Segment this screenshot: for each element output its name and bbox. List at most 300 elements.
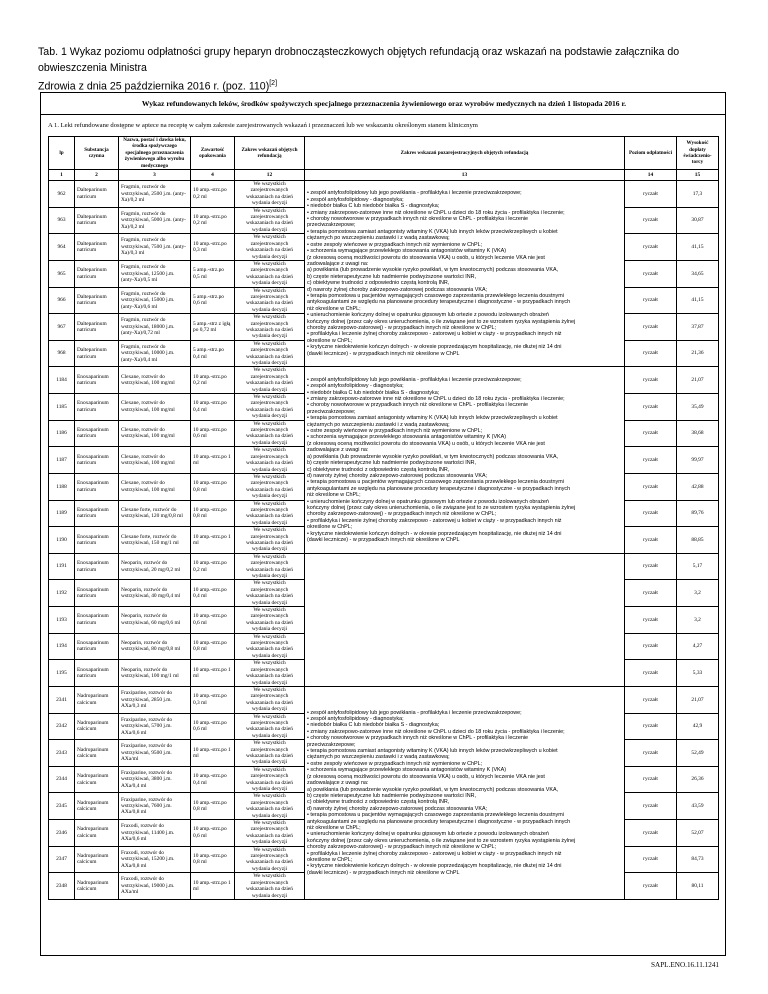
indication-line: • terapia pomostowa zamiast antagonisty witaminy K (VKA) lub innych leków przeciwkrzepliwych u kobiet [307,228,558,235]
indication-line: ciężarnych po wszczepieniu zastawki i z wadą zastawkową; [307,421,450,428]
row-substance: Enoxaparinum natricum [75,527,119,554]
row-reimbursed-scope: We wszystkich zarejestrowanych wskazaniach na dzień wydania decyzji [235,686,305,713]
indication-line: • krytyczne niedokrwienie kończyn dolnych - w okresie poprzedzającym hospitalizację, nie dłużej niż 14 dni [307,530,562,537]
table-row [49,686,719,713]
row-reimbursed-scope: We wszystkich zarejestrowanych wskazaniach na dzień wydania decyzji [235,260,305,287]
header-nazwa: Nazwa, postać i dawka leku, środka spożywczego specjalnego przeznaczenia żywieniowego albo wyrobu medycznego [119,137,191,170]
header-poziom: Poziom odpłatności [625,137,677,170]
row-substance: Enoxaparinum natricum [75,553,119,580]
row-package: 10 amp.-strz.po 0,6 ml [191,820,235,847]
indication-line: • terapia pomostowa u pacjentów wymagających czasowego zaprzestania przewlekłego leczenia doustnymi [307,812,564,819]
indication-line: • unieruchomienie kończyny dolnej w opatrunku gipsowym lub ortezie z powodu izolowanych obrażeń [307,312,549,319]
row-drug-name: Fraxodi, roztwór do wstrzykiwań, 19000 j.m. AXa/ml [119,873,191,900]
indication-line: zadowalające z uwagi na: [307,260,369,267]
row-package: 10 amp.-strz.po 0,8 ml [191,473,235,500]
row-copayment: 41,15 [677,234,719,261]
row-package: 10 amp.-strz.po 0,8 ml [191,846,235,873]
row-reimbursed-scope: We wszystkich zarejestrowanych wskazaniach na dzień wydania decyzji [235,207,305,234]
row-drug-name: Neoparin, roztwór do wstrzykiwań, 40 mg/0,4 ml [119,580,191,607]
row-lp: 2348 [49,873,75,900]
row-package: 5 amp.-strz z igłą po 0,72 ml [191,314,235,341]
row-reimbursed-scope: We wszystkich zarejestrowanych wskazaniach na dzień wydania decyzji [235,287,305,314]
indication-line: zadowalające z uwagi na: [307,780,369,787]
row-payment-level: ryczałt [625,553,677,580]
indication-line: • unieruchomienie kończyny dolnej w opatrunku gipsowym lub ortezie z powodu izolowanych obrażeń [307,498,549,505]
indication-line: • ostre zespoły wieńcowe w przypadkach innych niż wymienione w ChPL; [307,428,483,435]
row-drug-name: Fraxiparine, roztwór do wstrzykiwań, 7600 j.m. AXa/0,8 ml [119,793,191,820]
row-substance: Enoxaparinum natricum [75,660,119,687]
header-lp: lp [49,137,75,170]
indication-line: d) nawroty żylnej choroby zakrzepowo-zatorowej podczas stosowania VKA; [307,286,488,293]
row-reimbursed-scope: We wszystkich zarejestrowanych wskazaniach na dzień wydania decyzji [235,873,305,900]
indication-line: • profilaktyka i leczenie żylnej choroby zakrzepowo - zatorowej u kobiet w ciąży - w przypadkach innych niż [307,517,562,524]
row-lp: 1191 [49,553,75,580]
row-copayment: 34,65 [677,260,719,287]
row-reimbursed-scope: We wszystkich zarejestrowanych wskazaniach na dzień wydania decyzji [235,793,305,820]
indication-line: • profilaktyka i leczenie żylnej choroby zakrzepowo - zatorowej u kobiet w ciąży - w przypadkach innych niż [307,850,562,857]
row-substance: Enoxaparinum natricum [75,580,119,607]
row-reimbursed-scope: We wszystkich zarejestrowanych wskazaniach na dzień wydania decyzji [235,846,305,873]
row-copayment: 88,85 [677,527,719,554]
caption-line-1: Tab. 1 Wykaz poziomu odpłatności grupy heparyn drobnocząsteczkowych objętych refundacją oraz wskazań na podstawie załącznika do obwieszczenia Ministra [38,46,680,74]
indication-line: • zespół antyfosfolipidowy lub jego powikłania - profilaktyka i leczenie przeciwzakrzepowe; [307,376,522,383]
indication-line: • zespół antyfosfolipidowy - diagnostyka; [307,383,404,390]
row-lp: 1192 [49,580,75,607]
row-drug-name: Clexane, roztwór do wstrzykiwań, 100 mg/ml [119,447,191,474]
row-substance: Dalteparinum natricum [75,314,119,341]
row-lp: 1185 [49,394,75,421]
row-reimbursed-scope: We wszystkich zarejestrowanych wskazaniach na dzień wydania decyzji [235,660,305,687]
indication-line: • unieruchomienie kończyny dolnej w opatrunku gipsowym lub ortezie z powodu izolowanych obrażeń [307,831,549,838]
row-lp: 1194 [49,633,75,660]
row-payment-level: ryczałt [625,340,677,367]
indication-line: (dawki lecznicze) - w przypadkach innych niż określone w ChPL [307,536,460,543]
row-drug-name: Fraxiparine, roztwór do wstrzykiwań, 5700 j.m. AXa/0,6 ml [119,713,191,740]
indication-line: (dawki lecznicze) - w przypadkach innych niż określone w ChPL [307,350,460,357]
row-drug-name: Clexane, roztwór do wstrzykiwań, 100 mg/ml [119,394,191,421]
row-copayment: 21,36 [677,340,719,367]
table-row [49,553,719,580]
row-copayment: 89,76 [677,500,719,527]
header-doplata: Wysokość dopłaty świadczenio-torcy [677,137,719,170]
row-copayment: 5,17 [677,553,719,580]
indication-line: (z okresową oceną możliwości powrotu do stosowania VKA) u osób, u których leczenie VKA nie jest [307,773,545,780]
indication-line: • choroby nowotworowe w przypadkach innych niż określone w ChPL - profilaktyka i leczenie [307,216,529,223]
row-substance: Dalteparinum natricum [75,207,119,234]
row-package: 10 amp.-strz.po 1 ml [191,447,235,474]
row-package: 10 amp.-strz.po 0,6 ml [191,607,235,634]
row-package: 10 amp.-strz.po 0,3 ml [191,686,235,713]
indication-line: a) powikłania (lub prowadzenie wysokie ryzyko powikłań, w tym krwotocznych) podczas stosowania VKA, [307,786,559,793]
figure-caption [38,44,738,95]
row-copayment: 30,87 [677,207,719,234]
row-reimbursed-scope: We wszystkich zarejestrowanych wskazaniach na dzień wydania decyzji [235,181,305,208]
row-reimbursed-scope: We wszystkich zarejestrowanych wskazaniach na dzień wydania decyzji [235,340,305,367]
row-copayment: 21,07 [677,686,719,713]
row-payment-level: ryczałt [625,820,677,847]
col-number: 12 [235,170,305,181]
indication-line: niż określone w ChPL; [307,824,361,831]
document-title: Wykaz refundowanych leków, środków spożywczych specjalnego przeznaczenia żywieniowego oraz wyrobów medycznych na dzień 1 listopada 2016 r. [141,99,627,108]
row-lp: 1188 [49,473,75,500]
indication-line: kończyny dolnej (przez cały okres unieruchomienia, o ile związane jest to ze wzrostem ryzyka wystąpienia żylnej [307,318,576,325]
row-copayment: 41,15 [677,287,719,314]
indication-line: a) powikłania (lub prowadzenie wysokie ryzyko powikłań, w tym krwotocznych) podczas stosowania VKA, [307,453,559,460]
row-drug-name: Fraxiparine, roztwór do wstrzykiwań, 2850 j.m. AXa/0,3 ml [119,686,191,713]
indication-line: ciężarnych po wszczepieniu zastawki i z wadą zastawkową; [307,235,450,242]
row-lp: 2347 [49,846,75,873]
indication-line: • niedobór białka C lub niedobór białka S - diagnostyka; [307,389,440,396]
row-copayment: 21,07 [677,367,719,394]
indication-line: • zmiany zakrzepowo-zatorowe inne niż określone w ChPL u dzieci do 18 roku życia - profilaktyka i leczenie; [307,728,565,735]
row-reimbursed-scope: We wszystkich zarejestrowanych wskazaniach na dzień wydania decyzji [235,314,305,341]
row-payment-level: ryczałt [625,207,677,234]
indication-line: • krytyczne niedokrwienie kończyn dolnych - w okresie poprzedzającym hospitalizację, nie dłużej niż 14 dni [307,344,562,351]
reference-marker: [2] [269,80,278,87]
row-payment-level: ryczałt [625,527,677,554]
indication-line: • zmiany zakrzepowo-zatorowe inne niż określone w ChPL u dzieci do 18 roku życia - profilaktyka i leczenie; [307,209,565,216]
header-substancja: Substancja czynna [75,137,119,170]
row-reimbursed-scope: We wszystkich zarejestrowanych wskazaniach na dzień wydania decyzji [235,527,305,554]
row-package: 10 amp.-strz.po 0,2 ml [191,367,235,394]
indication-line: antykoagulantami ze względu na planowane procedury terapeutyczne i diagnostyczne - w przypadkach innych [307,485,571,492]
indication-line: kończyny dolnej (przez cały okres unieruchomienia, o ile związane jest to ze wzrostem ryzyka wystąpienia żylnej [307,504,576,511]
row-lp: 965 [49,260,75,287]
indication-line: c) obiektywne trudności z odpowiednio częstą kontrolą INR, [307,280,450,287]
row-lp: 968 [49,340,75,367]
row-payment-level: ryczałt [625,766,677,793]
row-lp: 2343 [49,740,75,767]
off-label-indications [305,367,625,553]
row-substance: Dalteparinum natricum [75,287,119,314]
row-substance: Enoxaparinum natricum [75,367,119,394]
row-drug-name: Fraxodi, roztwór do wstrzykiwań, 15200 j.m. AXa/0,8 ml [119,846,191,873]
indication-line: choroby zakrzepowo-zatorowej) - w przypadkach innych niż określone w ChPL; [307,511,497,518]
row-substance: Nadroparinum calcicum [75,713,119,740]
row-payment-level: ryczałt [625,260,677,287]
row-payment-level: ryczałt [625,367,677,394]
row-payment-level: ryczałt [625,314,677,341]
row-payment-level: ryczałt [625,607,677,634]
row-payment-level: ryczałt [625,873,677,900]
indication-line: kończyny dolnej (przez cały okres unieruchomienia, o ile związane jest to ze wzrostem ryzyka wystąpienia żylnej [307,837,576,844]
indication-line: b) częste nieterapeutyczne lub nadmiernie podwyższone wartości INR, [307,460,476,467]
indication-line: (z okresową oceną możliwości powrotu do stosowania VKA) u osób, u których leczenie VKA nie jest [307,440,545,447]
indication-line: • krytyczne niedokrwienie kończyn dolnych - w okresie poprzedzającym hospitalizację, nie dłużej niż 14 dni [307,863,562,870]
row-payment-level: ryczałt [625,793,677,820]
row-payment-level: ryczałt [625,686,677,713]
indication-line: zadowalające z uwagi na: [307,447,369,454]
row-reimbursed-scope: We wszystkich zarejestrowanych wskazaniach na dzień wydania decyzji [235,766,305,793]
indication-line: ciężarnych po wszczepieniu zastawki i z wadą zastawkową; [307,754,450,761]
row-package: 10 amp.-strz.po 0,4 ml [191,580,235,607]
row-copayment: 3,2 [677,580,719,607]
indication-line: (dawki lecznicze) - w przypadkach innych niż określone w ChPL [307,869,460,876]
col-number: 13 [305,170,625,181]
col-number: 15 [677,170,719,181]
row-substance: Enoxaparinum natricum [75,473,119,500]
indication-line: • schorzenia wymagające przewlekłego stosowania antagonistów witaminy K (VKA) [307,767,507,774]
table-body [49,181,719,900]
row-copayment: 38,68 [677,420,719,447]
row-drug-name: Fragmin, roztwór do wstrzykiwań, 12500 j.m. (anty-Xa)/0,5 ml [119,260,191,287]
indication-line: d) nawroty żylnej choroby zakrzepowo-zatorowej podczas stosowania VKA; [307,472,488,479]
row-reimbursed-scope: We wszystkich zarejestrowanych wskazaniach na dzień wydania decyzji [235,713,305,740]
indication-line: • zespół antyfosfolipidowy - diagnostyka; [307,196,404,203]
row-substance: Enoxaparinum natricum [75,607,119,634]
row-lp: 964 [49,234,75,261]
row-lp: 966 [49,287,75,314]
row-substance: Dalteparinum natricum [75,340,119,367]
header-zakres-poza: Zakres wskazań pozarejestracyjnych objętych refundacją [305,137,625,170]
table-row [49,367,719,394]
row-substance: Enoxaparinum natricum [75,394,119,421]
indication-line: a) powikłania (lub prowadzenie wysokie ryzyko powikłań, w tym krwotocznych) podczas stosowania VKA, [307,267,559,274]
row-reimbursed-scope: We wszystkich zarejestrowanych wskazaniach na dzień wydania decyzji [235,607,305,634]
indication-line: • niedobór białka C lub niedobór białka S - diagnostyka; [307,203,440,210]
row-package: 10 amp.-strz.po 0,4 ml [191,766,235,793]
indication-line: przeciwzakrzepowe; [307,222,356,229]
indication-line: antykoagulantami ze względu na planowane procedury terapeutyczne i diagnostyczne - w przypadkach innych [307,299,571,306]
row-reimbursed-scope: We wszystkich zarejestrowanych wskazaniach na dzień wydania decyzji [235,234,305,261]
row-package: 10 amp.-strz.po 1 ml [191,660,235,687]
table-header-row [49,137,719,170]
document-code: SAPL.ENO.16.11.1241 [651,961,720,969]
indication-line: • zespół antyfosfolipidowy - diagnostyka; [307,716,404,723]
row-lp: 1189 [49,500,75,527]
row-copayment: 52,49 [677,740,719,767]
row-copayment: 37,87 [677,314,719,341]
row-package: 10 amp.-strz.po 0,6 ml [191,713,235,740]
reimbursement-table [48,136,719,900]
row-drug-name: Fraxiparine, roztwór do wstrzykiwań, 9500 j.m. AXa/ml [119,740,191,767]
row-drug-name: Fragmin, roztwór do wstrzykiwań, 7500 j.m. (anty-Xa)/0,3 ml [119,234,191,261]
row-payment-level: ryczałt [625,447,677,474]
indication-line: • ostre zespoły wieńcowe w przypadkach innych niż wymienione w ChPL; [307,760,483,767]
row-package: 10 amp.-strz.po 0,8 ml [191,633,235,660]
row-package: 10 amp.-strz.po 0,4 ml [191,394,235,421]
indication-line: niż określone w ChPL; [307,305,361,312]
row-package: 10 amp.-strz.po 1 ml [191,873,235,900]
indication-line: • schorzenia wymagające przewlekłego stosowania antagonistów witaminy K (VKA) [307,434,507,441]
row-payment-level: ryczałt [625,287,677,314]
row-payment-level: ryczałt [625,846,677,873]
row-lp: 2345 [49,793,75,820]
row-reimbursed-scope: We wszystkich zarejestrowanych wskazaniach na dzień wydania decyzji [235,633,305,660]
row-copayment: 3,2 [677,607,719,634]
row-drug-name: Fraxodi, roztwór do wstrzykiwań, 11400 j.m. AXa/0,6 ml [119,820,191,847]
row-package: 10 amp.-strz.po 0,3 ml [191,234,235,261]
row-reimbursed-scope: We wszystkich zarejestrowanych wskazaniach na dzień wydania decyzji [235,553,305,580]
row-drug-name: Clexane forte, roztwór do wstrzykiwań, 120 mg/0,8 ml [119,500,191,527]
row-payment-level: ryczałt [625,500,677,527]
row-substance: Nadroparinum calcicum [75,793,119,820]
row-substance: Enoxaparinum natricum [75,633,119,660]
row-lp: 967 [49,314,75,341]
row-drug-name: Fragmin, roztwór do wstrzykiwań, 18000 j.m. (anty-Xa)/0,72 ml [119,314,191,341]
row-package: 10 amp.-strz.po 0,8 ml [191,500,235,527]
row-substance: Nadroparinum calcicum [75,766,119,793]
off-label-indications [305,181,625,367]
row-copayment: 80,11 [677,873,719,900]
row-lp: 962 [49,181,75,208]
row-substance: Nadroparinum calcicum [75,820,119,847]
row-lp: 2346 [49,820,75,847]
indication-line: • choroby nowotworowe w przypadkach innych niż określone w ChPL - profilaktyka i leczenie [307,735,529,742]
row-drug-name: Neoparin, roztwór do wstrzykiwań, 100 mg/1 ml [119,660,191,687]
row-drug-name: Clexane, roztwór do wstrzykiwań, 100 mg/ml [119,367,191,394]
row-substance: Enoxaparinum natricum [75,500,119,527]
row-drug-name: Fragmin, roztwór do wstrzykiwań, 2500 j.m. (anty-Xa)/0,2 ml [119,181,191,208]
row-drug-name: Clexane, roztwór do wstrzykiwań, 100 mg/ml [119,420,191,447]
indication-line: • niedobór białka C lub niedobór białka S - diagnostyka; [307,722,440,729]
row-reimbursed-scope: We wszystkich zarejestrowanych wskazaniach na dzień wydania decyzji [235,580,305,607]
row-substance: Nadroparinum calcicum [75,873,119,900]
row-reimbursed-scope: We wszystkich zarejestrowanych wskazaniach na dzień wydania decyzji [235,394,305,421]
row-package: 10 amp.-strz.po 1 ml [191,740,235,767]
row-payment-level: ryczałt [625,234,677,261]
title-divider [40,114,726,115]
row-reimbursed-scope: We wszystkich zarejestrowanych wskazaniach na dzień wydania decyzji [235,367,305,394]
row-package: 5 amp.-strz.po 0,6 ml [191,287,235,314]
indication-line: • zespół antyfosfolipidowy lub jego powikłania - profilaktyka i leczenie przeciwzakrzepowe; [307,190,522,197]
indication-line: • choroby nowotworowe w przypadkach innych niż określone w ChPL - profilaktyka i leczenie [307,402,529,409]
row-payment-level: ryczałt [625,580,677,607]
indication-line: • zmiany zakrzepowo-zatorowe inne niż określone w ChPL u dzieci do 18 roku życia - profilaktyka i leczenie; [307,396,565,403]
row-substance: Nadroparinum calcicum [75,740,119,767]
indication-line: przeciwzakrzepowe; [307,741,356,748]
indication-line: niż określone w ChPL; [307,492,361,499]
row-payment-level: ryczałt [625,633,677,660]
row-substance: Dalteparinum natricum [75,181,119,208]
indication-line: • terapia pomostowa u pacjentów wymagających czasowego zaprzestania przewlekłego leczenia doustnymi [307,292,564,299]
row-drug-name: Fraxiparine, roztwór do wstrzykiwań, 3800 j.m. AXa/0,4 ml [119,766,191,793]
row-package: 10 amp.-strz.po 0,2 ml [191,181,235,208]
row-lp: 1184 [49,367,75,394]
indication-line: określone w ChPL; [307,337,353,344]
off-label-indications [305,686,625,899]
row-substance: Enoxaparinum natricum [75,447,119,474]
row-reimbursed-scope: We wszystkich zarejestrowanych wskazaniach na dzień wydania decyzji [235,500,305,527]
indication-line: określone w ChPL; [307,856,353,863]
row-substance: Dalteparinum natricum [75,260,119,287]
off-label-indications [305,553,625,686]
indication-line: • zespół antyfosfolipidowy lub jego powikłania - profilaktyka i leczenie przeciwzakrzepowe; [307,709,522,716]
indication-line: • terapia pomostowa zamiast antagonisty witaminy K (VKA) lub innych leków przeciwkrzepliwych u kobiet [307,415,558,422]
row-reimbursed-scope: We wszystkich zarejestrowanych wskazaniach na dzień wydania decyzji [235,420,305,447]
indication-line: • terapia pomostowa zamiast antagonisty witaminy K (VKA) lub innych leków przeciwkrzepliwych u kobiet [307,748,558,755]
row-copayment: 26,36 [677,766,719,793]
indication-line: b) częste nieterapeutyczne lub nadmiernie podwyższone wartości INR, [307,273,476,280]
row-payment-level: ryczałt [625,473,677,500]
row-lp: 1195 [49,660,75,687]
row-copayment: 84,73 [677,846,719,873]
indication-line: choroby zakrzepowo-zatorowej) - w przypadkach innych niż określone w ChPL; [307,844,497,851]
row-package: 10 amp.-strz.po 1 ml [191,527,235,554]
row-package: 10 amp.-strz.po 0,6 ml [191,420,235,447]
indication-line: określone w ChPL; [307,524,353,531]
row-drug-name: Neoparin, roztwór do wstrzykiwań, 20 mg/0,2 ml [119,553,191,580]
row-reimbursed-scope: We wszystkich zarejestrowanych wskazaniach na dzień wydania decyzji [235,740,305,767]
row-lp: 1187 [49,447,75,474]
table-row [49,181,719,208]
row-substance: Nadroparinum calcicum [75,846,119,873]
indication-line: • terapia pomostowa u pacjentów wymagających czasowego zaprzestania przewlekłego leczenia doustnymi [307,479,564,486]
indication-line: d) nawroty żylnej choroby zakrzepowo-zatorowej podczas stosowania VKA; [307,805,488,812]
caption-line-2: Zdrowia z dnia 25 października 2016 r. (poz. 110)[2] [38,80,278,93]
col-number: 3 [119,170,191,181]
row-package: 10 amp.-strz.po 0,8 ml [191,793,235,820]
row-package: 10 amp.-strz.po 0,2 ml [191,553,235,580]
col-number: 4 [191,170,235,181]
row-copayment: 4,27 [677,633,719,660]
row-reimbursed-scope: We wszystkich zarejestrowanych wskazaniach na dzień wydania decyzji [235,473,305,500]
col-number: 2 [75,170,119,181]
row-lp: 2341 [49,686,75,713]
row-lp: 1193 [49,607,75,634]
indication-line: choroby zakrzepowo-zatorowej) - w przypadkach innych niż określone w ChPL; [307,324,497,331]
row-reimbursed-scope: We wszystkich zarejestrowanych wskazaniach na dzień wydania decyzji [235,820,305,847]
row-drug-name: Neoparin, roztwór do wstrzykiwań, 80 mg/0,8 ml [119,633,191,660]
col-number: 1 [49,170,75,181]
row-substance: Enoxaparinum natricum [75,420,119,447]
row-drug-name: Clexane forte, roztwór do wstrzykiwań, 150 mg/1 ml [119,527,191,554]
row-package: 5 amp.-strz.po 0,4 ml [191,340,235,367]
indication-line: • profilaktyka i leczenie żylnej choroby zakrzepowo - zatorowej u kobiet w ciąży - w przypadkach innych niż [307,331,562,338]
row-lp: 1190 [49,527,75,554]
indication-line: antykoagulantami ze względu na planowane procedury terapeutyczne i diagnostyczne - w przypadkach innych [307,818,571,825]
row-drug-name: Fragmin, roztwór do wstrzykiwań, 15000 j.m. (anty-Xa)/0,6 ml [119,287,191,314]
row-lp: 1186 [49,420,75,447]
row-substance: Dalteparinum natricum [75,234,119,261]
section-subtitle: A 1. Leki refundowane dostępne w aptece na receptę w całym zakresie zarejestrowanych wskazań i przeznaczeń lub we wskazaniu określonym stanem klinicznym [48,122,478,129]
row-payment-level: ryczałt [625,740,677,767]
header-zakres-obj: Zakres wskazań objętych refundacją [235,137,305,170]
column-number-row [49,170,719,181]
row-reimbursed-scope: We wszystkich zarejestrowanych wskazaniach na dzień wydania decyzji [235,447,305,474]
row-substance: Nadroparinum calcicum [75,686,119,713]
row-copayment: 43,59 [677,793,719,820]
row-payment-level: ryczałt [625,660,677,687]
row-copayment: 42,9 [677,713,719,740]
row-copayment: 17,3 [677,181,719,208]
row-drug-name: Fragmin, roztwór do wstrzykiwań, 5000 j.m. (anty-Xa)/0,2 ml [119,207,191,234]
indication-line: (z okresową oceną możliwości powrotu do stosowania VKA) u osób, u których leczenie VKA nie jest [307,254,545,261]
row-copayment: 5,33 [677,660,719,687]
indication-line: przeciwzakrzepowe; [307,408,356,415]
row-copayment: 99,97 [677,447,719,474]
row-copayment: 35,49 [677,394,719,421]
header-zawartosc: Zawartość opakowania [191,137,235,170]
row-drug-name: Neoparin, roztwór do wstrzykiwań, 60 mg/0,6 ml [119,607,191,634]
row-payment-level: ryczałt [625,181,677,208]
indication-line: b) częste nieterapeutyczne lub nadmiernie podwyższone wartości INR, [307,792,476,799]
row-drug-name: Clexane, roztwór do wstrzykiwań, 100 mg/ml [119,473,191,500]
row-payment-level: ryczałt [625,394,677,421]
col-number: 14 [625,170,677,181]
row-package: 5 amp.-strz.po 0,5 ml [191,260,235,287]
indication-line: c) obiektywne trudności z odpowiednio częstą kontrolą INR, [307,799,450,806]
row-package: 10 amp.-strz.po 0,2 ml [191,207,235,234]
row-copayment: 52,07 [677,820,719,847]
row-payment-level: ryczałt [625,420,677,447]
row-lp: 2344 [49,766,75,793]
indication-line: • ostre zespoły wieńcowe w przypadkach innych niż wymienione w ChPL; [307,241,483,248]
row-lp: 2342 [49,713,75,740]
indication-line: • schorzenia wymagające przewlekłego stosowania antagonistów witaminy K (VKA) [307,248,507,255]
row-drug-name: Fragmin, roztwór do wstrzykiwań, 10000 j.m. (anty-Xa)/0,4 ml [119,340,191,367]
indication-line: c) obiektywne trudności z odpowiednio częstą kontrolą INR, [307,466,450,473]
